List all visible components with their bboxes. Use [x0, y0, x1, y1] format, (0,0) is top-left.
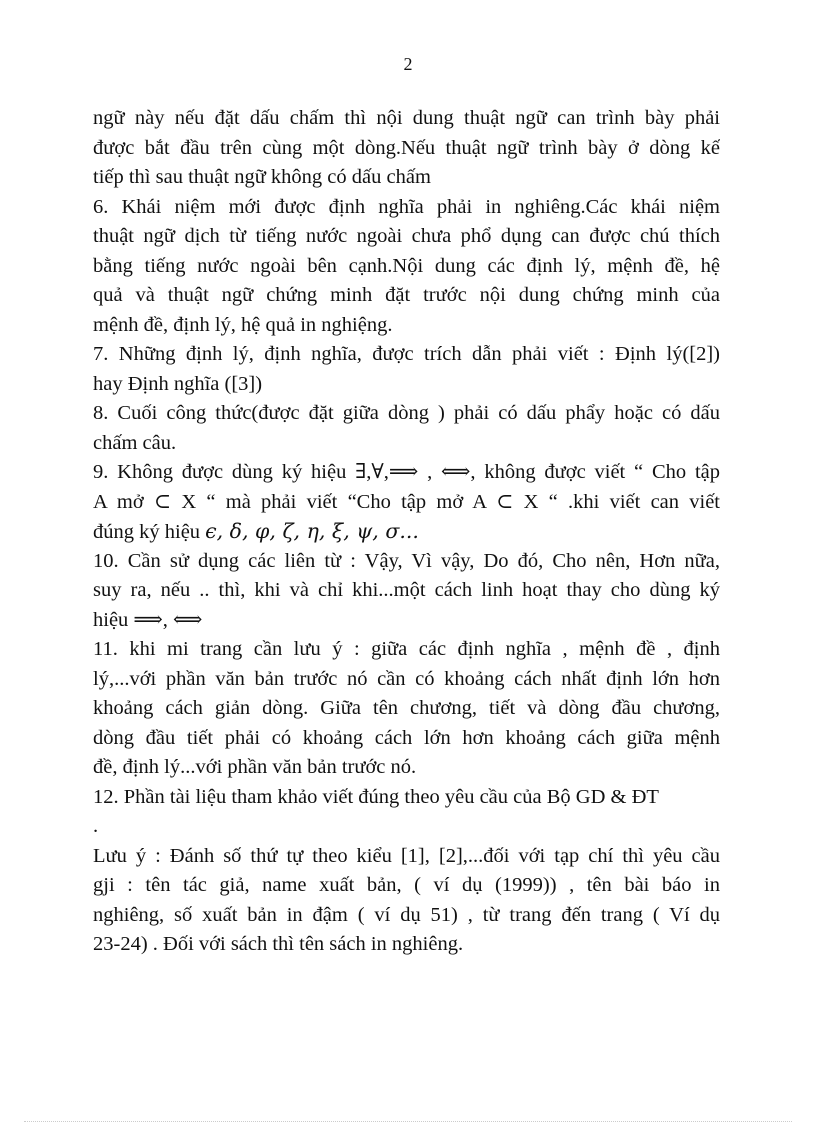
text-line: mệnh đề, định lý, hệ quả in nghiệng. [93, 313, 393, 336]
page-number: 2 [403, 54, 413, 74]
text-line: suy ra, nếu .. thì, khi và chỉ khi...một cách linh hoạt thay cho dùng ký [93, 579, 720, 601]
text-line: đề, định lý...với phần văn bản trước nó. [93, 756, 417, 778]
text-line: bằng tiếng nước ngoài bên cạnh.Nội dung các định lý, mệnh đề, hệ [93, 254, 720, 277]
text-line: . [93, 815, 99, 837]
text-line: khoảng cách giản dòng. Giữa tên chương, tiết và dòng đầu chương, [93, 697, 720, 719]
text-line: 10. Cần sử dụng các liên từ : Vậy, Vì vậy, Do đó, Cho nên, Hơn nữa, [93, 549, 720, 572]
text-line: 8. Cuối công thức(được đặt giữa dòng ) phải có dấu phẩy hoặc có dấu [93, 402, 720, 424]
text-line [93, 606, 720, 636]
text-line: gji : tên tác giả, name xuất bản, ( ví dụ (1999)) , tên bài báo in [93, 874, 720, 896]
page-bottom-divider [24, 1121, 792, 1122]
text-line: chấm câu. [93, 431, 177, 454]
text-segment: hiệu [93, 608, 134, 631]
text-line: quả và thuật ngữ chứng minh đặt trước nội dung chứng minh của [93, 284, 720, 306]
text-line [93, 517, 720, 547]
text-line: ngữ này nếu đặt dấu chấm thì nội dung thuật ngữ can trình bày phải [93, 107, 720, 129]
text-line: 9. Không được dùng ký hiệu ∃,∀,⟹ , ⟺, không được viết “ Cho tập [93, 461, 720, 483]
text-line: được bắt đầu trên cùng một dòng.Nếu thuật ngữ trình bày ở dòng kế [93, 136, 720, 159]
text-line: 23-24) . Đối với sách thì tên sách in nghiêng. [93, 933, 464, 955]
text-line: dòng đầu tiết phải có khoảng cách lớn hơn khoảng cách giữa mệnh [93, 726, 720, 749]
text-line: nghiêng, số xuất bản in đậm ( ví dụ 51) , từ trang đến trang ( Ví dụ [93, 903, 720, 926]
text-line: 7. Những định lý, định nghĩa, được trích dẫn phải viết : Định lý([2]) [93, 343, 720, 365]
text-line: A mở ⊂ X “ mà phải viết “Cho tập mở A ⊂ X “ .khi viết can viết [93, 490, 720, 513]
body-text [93, 104, 720, 960]
text-line: 11. khi mi trang cần lưu ý : giữa các định nghĩa , mệnh đề , định [93, 638, 720, 660]
text-line: thuật ngữ dịch từ tiếng nước ngoài chưa phổ dụng can được chú thích [93, 225, 720, 247]
arrow-symbols: ⟹, ⟺ [133, 608, 203, 631]
text-line: tiếp thì sau thuật ngữ không có dấu chấm [93, 166, 431, 188]
text-segment: đúng ký hiệu [93, 521, 206, 543]
text-line: hay Định nghĩa ([3]) [93, 372, 263, 395]
text-line: 6. Khái niệm mới được định nghĩa phải in nghiêng.Các khái niệm [93, 195, 720, 218]
text-line: Lưu ý : Đánh số thứ tự theo kiểu [1], [2],...đối với tạp chí thì yêu cầu [93, 844, 720, 867]
greek-symbols: ϵ, δ, φ, ζ, η, ξ, ψ, σ... [205, 519, 419, 543]
text-line: 12. Phần tài liệu tham khảo viết đúng theo yêu cầu của Bộ GD & ĐT [93, 785, 659, 808]
text-line: lý,...với phần văn bản trước nó cần có khoảng cách nhất định lớn hơn [93, 667, 720, 690]
